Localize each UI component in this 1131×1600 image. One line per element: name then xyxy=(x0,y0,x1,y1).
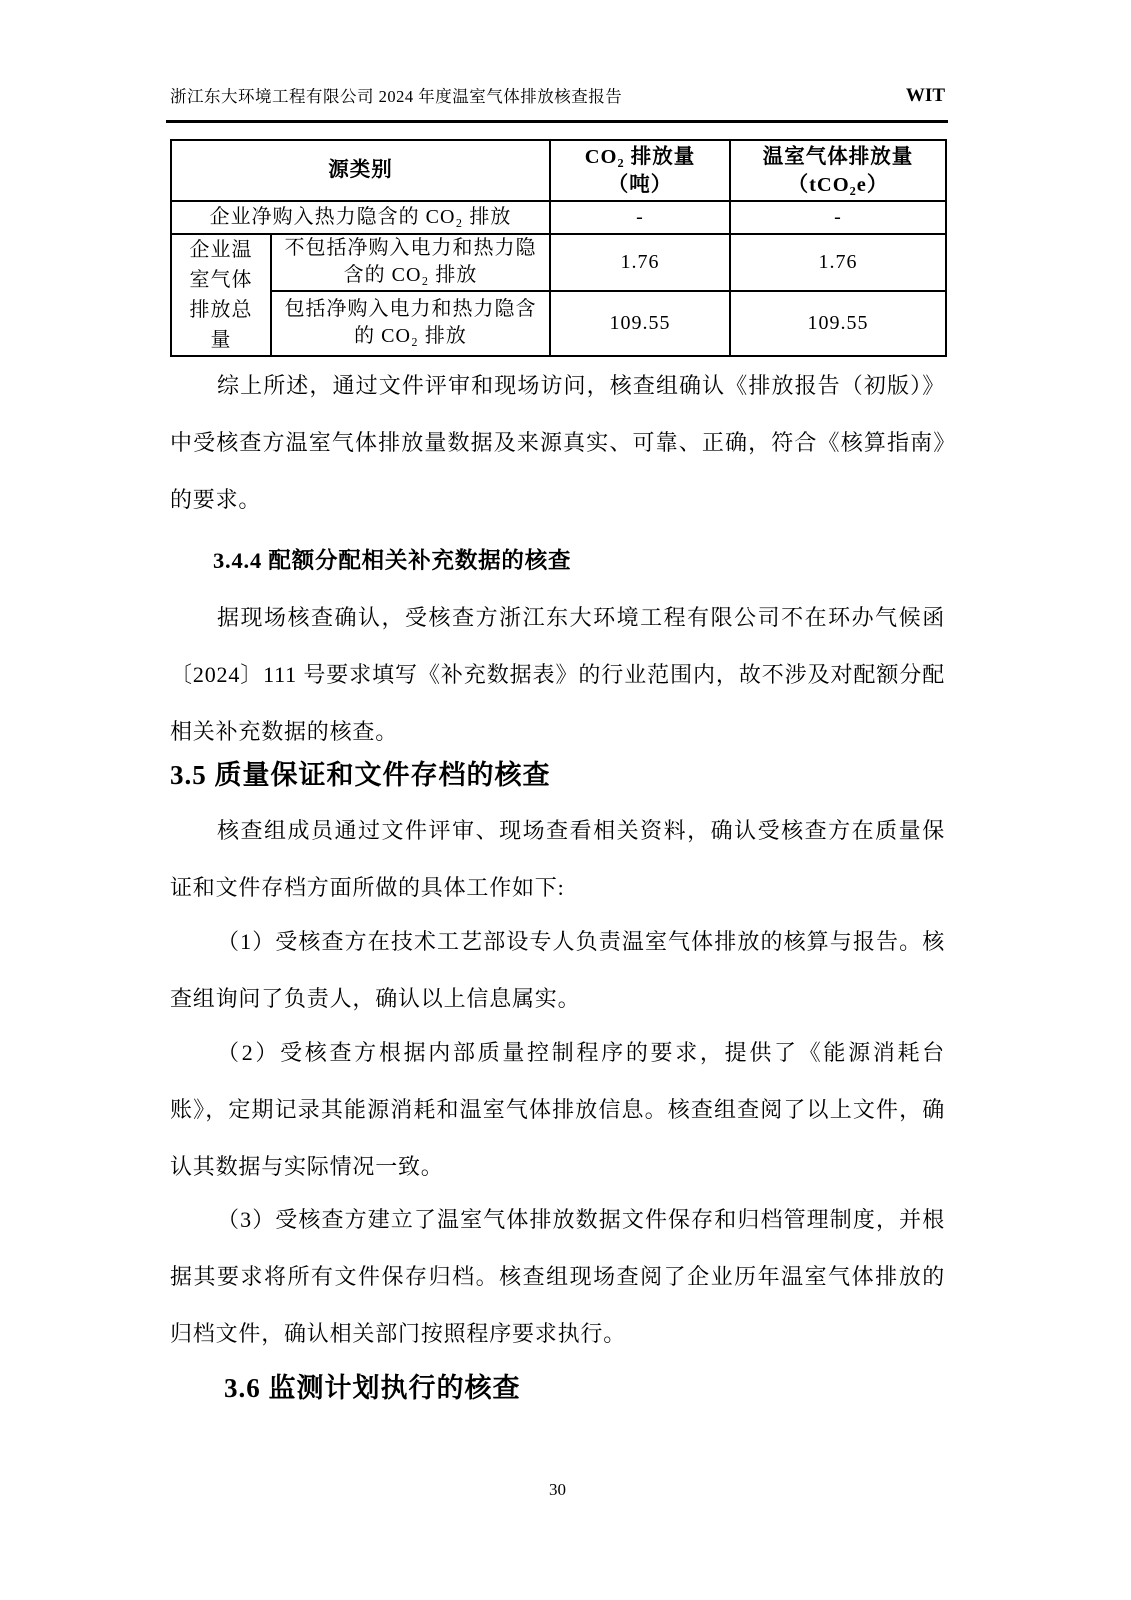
row-heat-label: 企业净购入热力隐含的 CO₂ 排放 xyxy=(171,201,550,234)
row-excl-co2-value: 1.76 xyxy=(550,234,730,291)
row-group-label xyxy=(171,234,271,356)
table-row-heat xyxy=(171,201,946,234)
col-header-co2 xyxy=(550,140,730,201)
col-header-ghg xyxy=(730,140,946,201)
col-header-ghg-line1: 温室气体排放量 xyxy=(762,145,914,168)
row-heat-co2-value: - xyxy=(550,201,730,234)
heading-3-5: 3.5 质量保证和文件存档的核查 xyxy=(170,760,551,790)
list-item-3: （3）受核查方建立了温室气体排放数据文件保存和归档管理制度，并根据其要求将所有文件保存归档。核查组现场查阅了企业历年温室气体排放的归档文件，确认相关部门按照程序要求执行。 xyxy=(170,1207,945,1346)
col-header-source: 源类别 xyxy=(171,140,550,201)
row-group-label-text: 企业温室气体排放总量 xyxy=(189,239,253,351)
heading-3-4-4: 3.4.4 配额分配相关补充数据的核查 xyxy=(213,548,572,573)
page-number: 30 xyxy=(549,1480,566,1499)
emission-summary-table xyxy=(170,139,947,357)
list-item-1: （1）受核查方在技术工艺部设专人负责温室气体排放的核算与报告。核查组询问了负责人，确认以上信息属实。 xyxy=(170,929,945,1011)
header-brand-logo: WIT xyxy=(905,85,945,106)
list-item-2: （2）受核查方根据内部质量控制程序的要求，提供了《能源消耗台账》，定期记录其能源消耗和温室气体排放信息。核查组查阅了以上文件，确认其数据与实际情况一致。 xyxy=(170,1040,945,1179)
summary-paragraph: 综上所述，通过文件评审和现场访问，核查组确认《排放报告（初版）》中受核查方温室气体排放量数据及来源真实、可靠、正确，符合《核算指南》的要求。 xyxy=(170,373,945,512)
row-heat-ghg-value: - xyxy=(730,201,946,234)
row-incl-co2-value: 109.55 xyxy=(550,291,730,356)
heading-3-6: 3.6 监测计划执行的核查 xyxy=(224,1373,521,1403)
row-incl-label: 包括净购入电力和热力隐含的 CO₂ 排放 xyxy=(271,291,550,356)
header-title: 浙江东大环境工程有限公司 2024 年度温室气体排放核查报告 xyxy=(170,87,623,106)
table-row-total-excl xyxy=(171,234,946,291)
paragraph-3-4-4: 据现场核查确认，受核查方浙江东大环境工程有限公司不在环办气候函〔2024〕111 号要求填写《补充数据表》的行业范围内，故不涉及对配额分配相关补充数据的核查。 xyxy=(170,605,945,744)
table-header-row xyxy=(171,140,946,201)
table-row-total-incl xyxy=(171,291,946,356)
row-incl-ghg-value: 109.55 xyxy=(730,291,946,356)
col-header-co2-line1: CO₂ 排放量 xyxy=(584,145,696,168)
row-excl-label: 不包括净购入电力和热力隐含的 CO₂ 排放 xyxy=(271,234,550,291)
paragraph-3-5-intro: 核查组成员通过文件评审、现场查看相关资料，确认受核查方在质量保证和文件存档方面所做的具体工作如下: xyxy=(170,818,945,900)
header-rule xyxy=(166,120,948,123)
col-header-ghg-unit: （tCO₂e） xyxy=(787,173,889,196)
col-header-co2-unit: （吨） xyxy=(607,173,673,196)
row-excl-ghg-value: 1.76 xyxy=(730,234,946,291)
